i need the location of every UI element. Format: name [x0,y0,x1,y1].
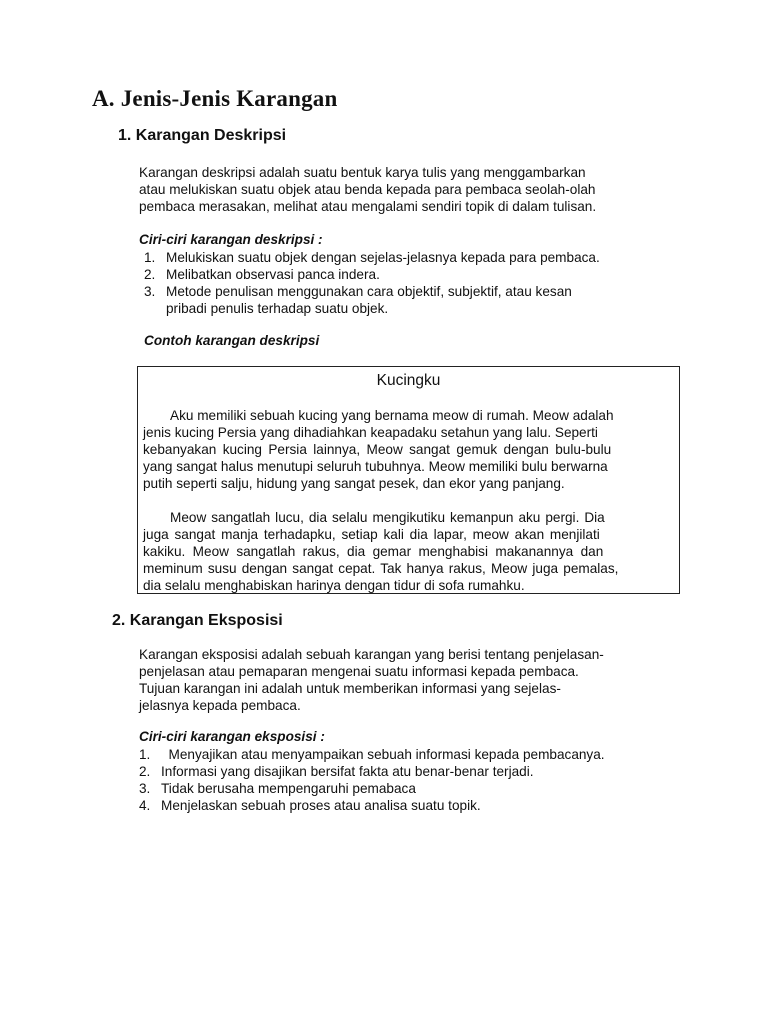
list-item [144,249,600,266]
list-text: Menyajikan atau menyampaikan sebuah informasi kepada pembacanya. [161,747,605,762]
list-text: Tidak berusaha mempengaruhi pemabaca [161,781,416,796]
paragraph-line: Karangan eksposisi adalah sebuah karangan yang berisi tentang penjelasan- [139,647,604,662]
example-line-text: Aku memiliki sebuah kucing yang bernama meow di rumah. Meow adalah [170,408,614,423]
example-line: dia selalu menghabiskan harinya dengan tidur di sofa rumahku. [143,578,525,593]
example-title: Kucingku [376,372,441,389]
list-number: 1. [144,250,156,265]
example-paragraph-2 [143,509,674,594]
list-number: 3. [139,781,151,796]
list-number: 3. [144,284,156,299]
paragraph-line: Karangan deskripsi adalah suatu bentuk karya tulis yang menggambarkan [139,165,586,180]
list-item [139,797,605,814]
example-line: kebanyakan kucing Persia lainnya, Meow sangat gemuk dengan bulu-bulu [143,442,612,457]
ciri-list-deskripsi [144,249,600,317]
example-line: juga sangat manja terhadapku, setiap kali dia lapar, meow akan menjilati [143,527,600,542]
section-title-deskripsi: 1. Karangan Deskripsi [118,127,287,144]
paragraph-line: atau melukiskan suatu objek atau benda kepada para pembaca seolah-olah [139,182,596,197]
list-item [139,763,605,780]
list-item [144,283,600,300]
page-title: A. Jenis-Jenis Karangan [92,86,338,111]
list-text: Melukiskan suatu objek dengan sejelas-jelasnya kepada para pembaca. [166,250,600,265]
list-item [139,780,605,797]
list-item [144,266,600,283]
list-number: 2. [144,267,156,282]
paragraph-deskripsi [139,164,596,215]
contoh-title: Contoh karangan deskripsi [144,333,320,348]
list-number: 1. [139,747,151,762]
paragraph-line: penjelasan atau pemaparan mengenai suatu informasi kepada pembaca. [139,664,579,679]
list-text: Metode penulisan menggunakan cara objektif, subjektif, atau kesan [166,284,572,299]
ciri-title-eksposisi: Ciri-ciri karangan eksposisi : [139,729,325,744]
ciri-list-eksposisi [139,746,605,814]
ciri-title-deskripsi: Ciri-ciri karangan deskripsi : [139,232,323,247]
list-text: Informasi yang disajikan bersifat fakta atu benar-benar terjadi. [161,764,534,779]
list-number: 2. [139,764,151,779]
example-line: kakiku. Meow sangatlah rakus, dia gemar menghabisi makanannya dan [143,544,604,559]
list-item [139,746,605,763]
example-line [143,407,674,424]
example-line: meminum susu dengan sangat cepat. Tak hanya rakus, Meow juga pemalas, [143,561,619,576]
paragraph-line: pembaca merasakan, melihat atau mengalami sendiri topik di dalam tulisan. [139,199,597,214]
paragraph-line: Tujuan karangan ini adalah untuk memberikan informasi yang sejelas- [139,681,561,696]
example-line: yang sangat halus menutupi seluruh tubuhnya. Meow memiliki bulu berwarna [143,459,608,474]
paragraph-line: jelasnya kepada pembaca. [139,698,301,713]
paragraph-eksposisi [139,646,604,714]
list-text: Melibatkan observasi panca indera. [166,267,380,282]
example-box [137,366,680,594]
section-title-eksposisi: 2. Karangan Eksposisi [112,612,283,629]
list-text: Menjelaskan sebuah proses atau analisa suatu topik. [161,798,481,813]
example-line: putih seperti salju, hidung yang sangat pesek, dan ekor yang panjang. [143,476,565,491]
example-paragraph-1 [143,407,674,492]
example-line: jenis kucing Persia yang dihadiahkan keapadaku setahun yang lalu. Seperti [143,425,598,440]
example-line: Meow sangatlah lucu, dia selalu mengikutiku kemanpun aku pergi. Dia [170,510,605,525]
list-text-continuation: pribadi penulis terhadap suatu objek. [166,301,389,316]
list-number: 4. [139,798,151,813]
